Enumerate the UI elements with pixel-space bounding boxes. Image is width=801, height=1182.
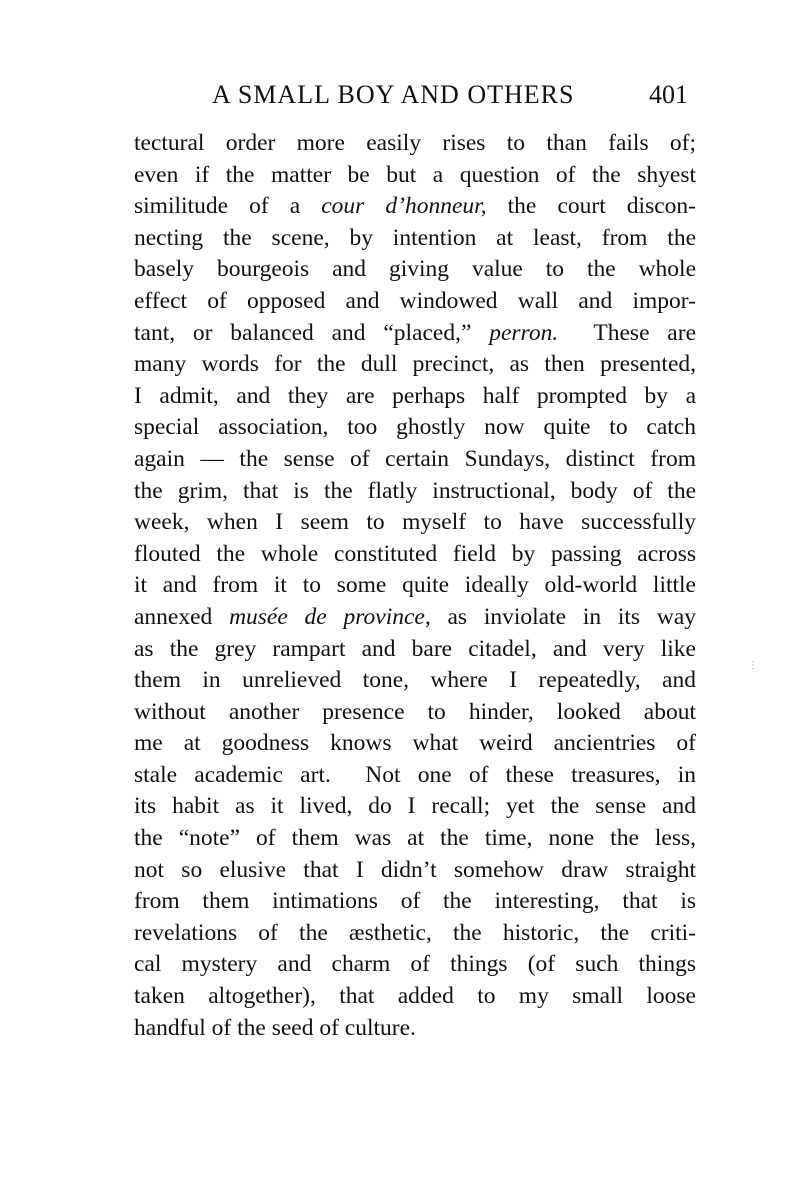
text-segment: basely bourgeois and giving value to the whole	[134, 256, 696, 283]
text-line	[134, 191, 696, 223]
text-line	[134, 949, 696, 981]
text-segment: annexed	[134, 603, 230, 630]
margin-mark: ⋮	[748, 660, 758, 671]
text-segment: revelations of the æsthetic, the historic, the criti-	[134, 919, 696, 946]
text-segment: similitude of a	[134, 193, 322, 220]
text-line	[134, 1013, 696, 1045]
text-segment: effect of opposed and windowed wall and impor-	[134, 287, 696, 314]
text-segment: many words for the dull precinct, as then presented,	[134, 351, 696, 378]
text-segment: week, when I seem to myself to have successfully	[134, 509, 696, 536]
text-line	[134, 918, 696, 950]
text-segment: from them intimations of the interesting, that is	[134, 888, 696, 915]
text-segment: even if the matter be but a question of the shyest	[134, 161, 696, 188]
text-line	[134, 539, 696, 571]
text-line	[134, 760, 696, 792]
text-segment: tant, or balanced and “placed,”	[134, 319, 490, 346]
text-line	[134, 855, 696, 887]
text-segment: tectural order more easily rises to than fails of;	[134, 130, 696, 156]
text-line	[134, 412, 696, 444]
text-line	[134, 507, 696, 539]
text-segment: handful of the seed of culture.	[134, 1014, 416, 1041]
text-segment: the “note” of them was at the time, none the less,	[134, 825, 696, 852]
text-line	[134, 254, 696, 286]
text-segment: as inviolate in its way	[430, 603, 696, 630]
text-segment: stale academic art. Not one of these treasures, in	[134, 761, 696, 788]
text-line	[134, 570, 696, 602]
text-line	[134, 665, 696, 697]
italic-segment: cour d’honneur,	[321, 193, 487, 220]
text-line	[134, 697, 696, 729]
text-line	[134, 791, 696, 823]
text-line	[134, 634, 696, 666]
text-line	[134, 286, 696, 318]
text-segment: as the grey rampart and bare citadel, and very like	[134, 635, 696, 662]
running-title: A SMALL BOY AND OTHERS	[212, 80, 575, 109]
text-line	[134, 160, 696, 192]
text-segment: flouted the whole constituted field by passing across	[134, 540, 696, 567]
text-line	[134, 349, 696, 381]
text-segment: me at goodness knows what weird ancientries of	[134, 730, 696, 757]
italic-segment: perron.	[489, 319, 559, 346]
text-line	[134, 602, 696, 634]
text-segment: the grim, that is the flatly instructional, body of the	[134, 477, 696, 504]
body-text	[134, 128, 696, 1044]
text-segment: I admit, and they are perhaps half prompted by a	[134, 382, 696, 409]
text-segment: it and from it to some quite ideally old-world little	[134, 572, 696, 599]
text-line	[134, 886, 696, 918]
text-line	[134, 444, 696, 476]
text-segment: the court discon-	[486, 193, 696, 220]
page-number: 401	[649, 80, 688, 109]
text-line	[134, 318, 696, 350]
text-segment: necting the scene, by intention at least, from the	[134, 224, 696, 251]
text-segment: special association, too ghostly now quite to catch	[134, 414, 696, 441]
text-line	[134, 476, 696, 508]
text-segment: cal mystery and charm of things (of such things	[134, 951, 696, 978]
text-line	[134, 981, 696, 1013]
text-segment: These are	[558, 319, 696, 346]
text-line	[134, 728, 696, 760]
page-header	[0, 80, 801, 116]
text-line	[134, 823, 696, 855]
text-line	[134, 128, 696, 160]
italic-segment: musée de province,	[229, 603, 431, 630]
text-segment: without another presence to hinder, looked about	[134, 698, 696, 725]
text-segment: its habit as it lived, do I recall; yet the sense and	[134, 793, 696, 820]
text-segment: taken altogether), that added to my small loose	[134, 983, 696, 1010]
text-line	[134, 381, 696, 413]
text-segment: again — the sense of certain Sundays, distinct from	[134, 445, 696, 472]
text-segment: them in unrelieved tone, where I repeatedly, and	[134, 667, 696, 694]
text-segment: not so elusive that I didn’t somehow draw straight	[134, 856, 696, 883]
text-line	[134, 223, 696, 255]
